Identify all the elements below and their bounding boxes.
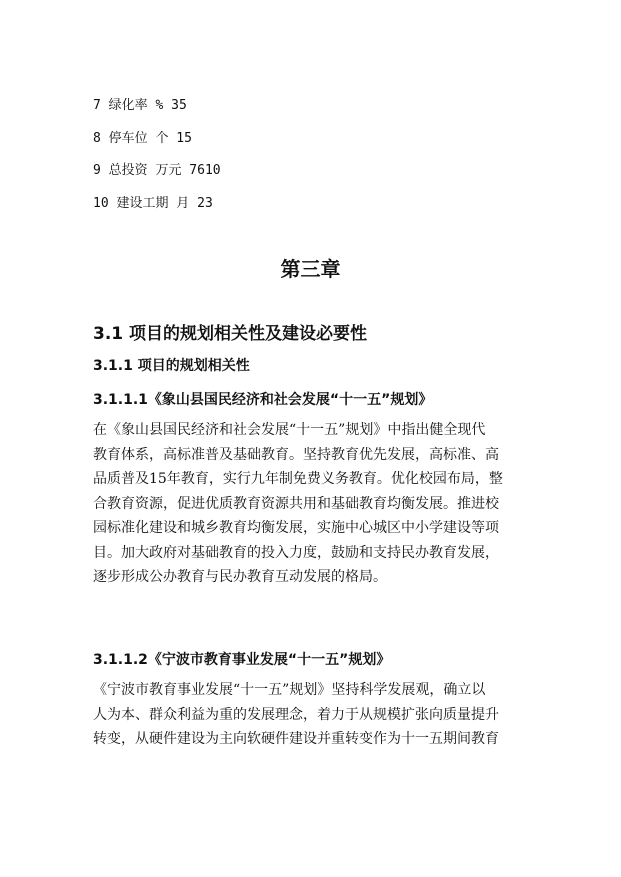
paragraph-line: 在《象山县国民经济和社会发展“十一五”规划》中指出健全现代 — [93, 422, 486, 438]
paragraph-ningbo-plan — [93, 678, 523, 752]
paragraph-line: 合教育资源，促进优质教育资源共用和基础教育均衡发展。推进校 — [93, 495, 499, 512]
subsection-heading: 3.1.1 项目的规划相关性 — [93, 358, 250, 374]
item-heading-xiangshan-plan: 3.1.1.1《象山县国民经济和社会发展“十一五”规划》 — [93, 392, 433, 408]
list-item-parking-spaces: 8 停车位 个 15 — [93, 131, 192, 146]
paragraph-line: 目。加大政府对基础教育的投入力度，鼓励和支持民办教育发展， — [93, 544, 499, 561]
paragraph-line: 逐步形成公办教育与民办教育互动发展的格局。 — [93, 569, 387, 585]
list-item-construction-period: 10 建设工期 月 23 — [93, 196, 213, 211]
section-heading: 3.1 项目的规划相关性及建设必要性 — [93, 324, 368, 344]
paragraph-line: 《宁波市教育事业发展“十一五”规划》坚持科学发展观，确立以 — [93, 682, 486, 698]
list-item-greening-rate: 7 绿化率 % 35 — [93, 98, 187, 113]
paragraph-line: 人为本、群众利益为重的发展理念，着力于从规模扩张向质量提升 — [93, 706, 499, 723]
list-item-total-investment: 9 总投资 万元 7610 — [93, 163, 221, 178]
chapter-title: 第三章 — [280, 257, 341, 281]
item-heading-ningbo-plan: 3.1.1.2《宁波市教育事业发展“十一五”规划》 — [93, 652, 391, 668]
paragraph-line: 品质普及15年教育，实行九年制免费义务教育。优化校园布局，整 — [93, 471, 503, 487]
paragraph-line: 转变，从硬件建设为主向软硬件建设并重转变作为十一五期间教育 — [93, 731, 499, 747]
paragraph-line: 园标准化建设和城乡教育均衡发展，实施中心城区中小学建设等项 — [93, 520, 499, 536]
paragraph-xiangshan-plan — [93, 418, 523, 590]
paragraph-line: 教育体系，高标准普及基础教育。坚持教育优先发展，高标准、高 — [93, 446, 499, 463]
